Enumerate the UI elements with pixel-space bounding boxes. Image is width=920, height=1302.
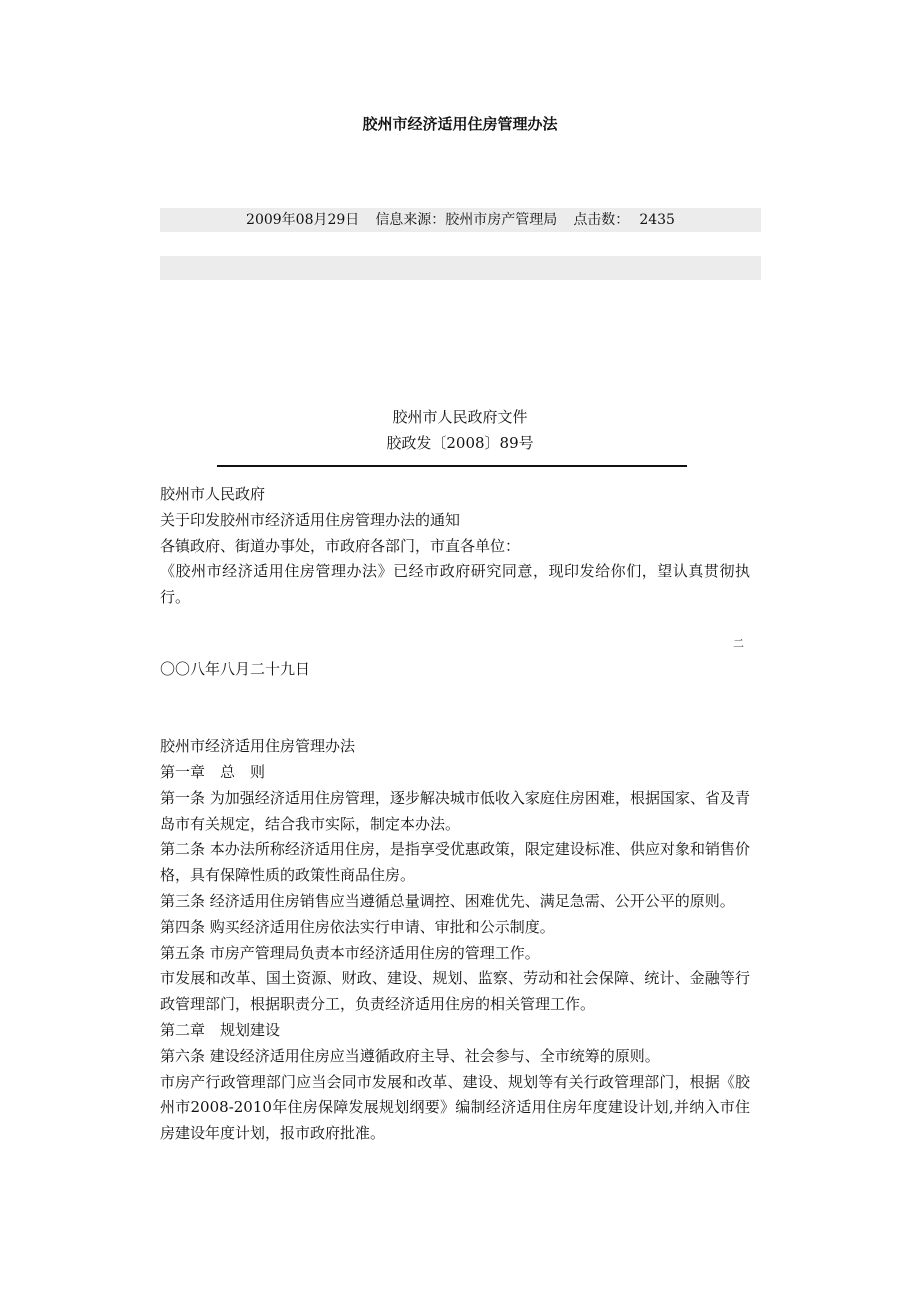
addressees: 各镇政府、街道办事处，市政府各部门，市直各单位： bbox=[160, 536, 521, 555]
article-paragraph: 市发展和改革、国土资源、财政、建设、规划、监察、劳动和社会保障、统计、金融等行政管理部门，根据职责分工，负责经济适用住房的相关管理工作。 bbox=[160, 969, 750, 1014]
click-count bbox=[573, 212, 675, 228]
publish-date: 2009年08月29日 bbox=[246, 212, 360, 228]
issuing-body: 胶州市人民政府 bbox=[160, 485, 266, 503]
article-paragraph: 第三条 经济适用住房销售应当遵循总量调控、困难优先、满足急需、公开公平的原则。 bbox=[160, 891, 735, 910]
info-source: 信息来源：胶州市房产管理局 bbox=[375, 212, 558, 228]
document-number: 胶政发〔2008〕89号 bbox=[386, 434, 534, 452]
notice-date: 〇〇八年八月二十九日 bbox=[160, 659, 311, 678]
article-paragraph: 第五条 市房产管理局负责本市经济适用住房的管理工作。 bbox=[160, 943, 540, 962]
article-paragraph: 第一条 为加强经济适用住房管理，逐步解决城市低收入家庭住房困难，根据国家、省及青岛市有关规定，结合我市实际，制定本办法。 bbox=[160, 788, 750, 833]
page-mark: 二 bbox=[733, 636, 744, 650]
article-paragraph: 第六条 建设经济适用住房应当遵循政府主导、社会参与、全市统筹的原则。 bbox=[160, 1046, 660, 1065]
chapter-heading: 第一章 总 则 bbox=[160, 762, 266, 781]
header-divider bbox=[217, 465, 687, 467]
article-paragraph: 市房产行政管理部门应当会同市发展和改革、建设、规划等有关行政管理部门，根据《胶州市2008-2010年住房保障发展规划纲要》编制经济适用住房年度建设计划,并纳入市住房建设年度计划，报市政府批准。 bbox=[160, 1072, 750, 1143]
notice-title: 关于印发胶州市经济适用住房管理办法的通知 bbox=[160, 510, 461, 529]
document-issuer: 胶州市人民政府文件 bbox=[392, 408, 528, 426]
click-count-value: 2435 bbox=[639, 212, 675, 228]
article-title: 胶州市经济适用住房管理办法 bbox=[362, 115, 558, 133]
empty-info-bar bbox=[160, 256, 761, 280]
article-paragraph: 第二条 本办法所称经济适用住房，是指享受优惠政策，限定建设标准、供应对象和销售价格，具有保障性质的政策性商品住房。 bbox=[160, 840, 750, 885]
notice-paragraph: 《胶州市经济适用住房管理办法》已经市政府研究同意，现印发给你们，望认真贯彻执行。 bbox=[160, 562, 750, 607]
article-paragraph: 第四条 购买经济适用住房依法实行申请、审批和公示制度。 bbox=[160, 917, 555, 936]
regulation-title: 胶州市经济适用住房管理办法 bbox=[160, 737, 356, 756]
article-meta-bar bbox=[160, 208, 761, 232]
click-count-label: 点击数： bbox=[573, 212, 630, 228]
document-body bbox=[160, 482, 750, 1147]
chapter-heading: 第二章 规划建设 bbox=[160, 1020, 281, 1039]
